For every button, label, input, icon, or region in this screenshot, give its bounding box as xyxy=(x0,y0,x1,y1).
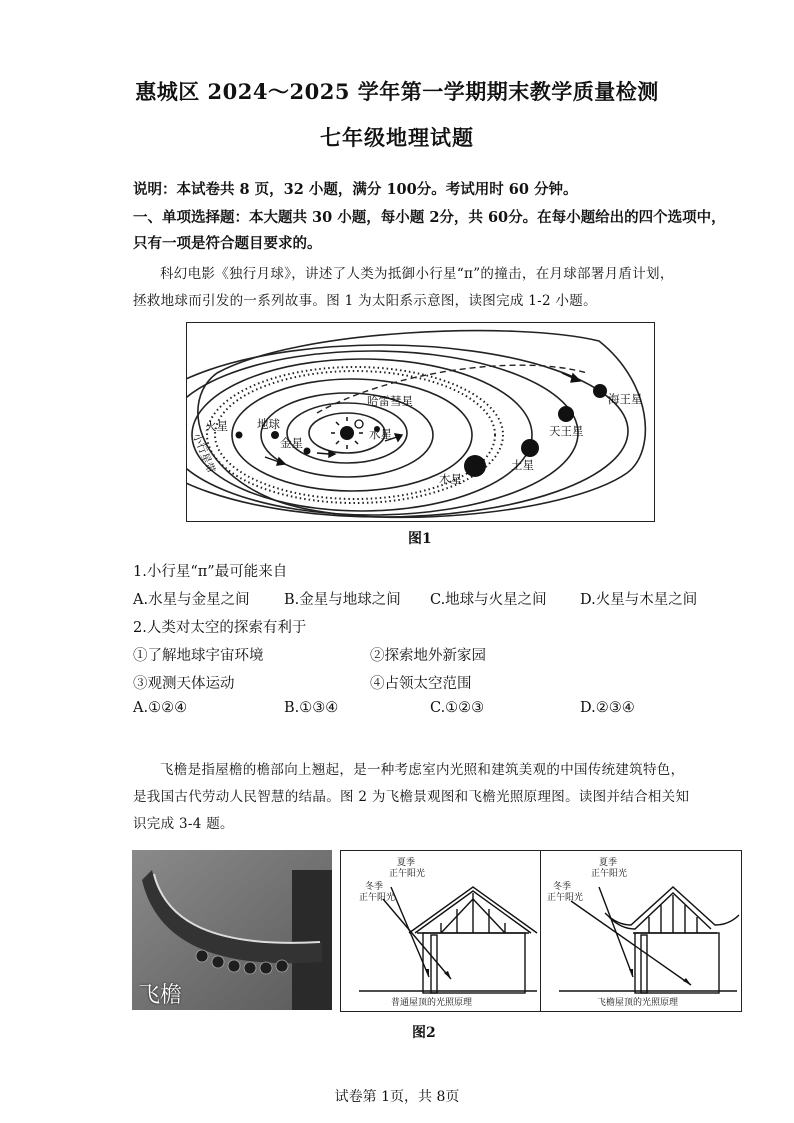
section-heading-line2: 只有一项是符合题目要求的。 xyxy=(133,235,322,252)
exam-note: 说明：本试卷共 8 页，32 小题，满分 100分。考试用时 60 分钟。 xyxy=(133,181,578,198)
summer-label-b: 夏季 xyxy=(599,858,618,868)
q1-option-c: C.地球与火星之间 xyxy=(430,592,547,608)
mars-planet xyxy=(236,432,243,439)
photo-label: 飞檐 xyxy=(138,983,183,1008)
label-uranus: 天王星 xyxy=(549,424,584,438)
label-jupiter: 木星 xyxy=(439,472,462,486)
q2-stem: 2.人类对太空的探索有利于 xyxy=(133,620,307,636)
q2-item-2: ②探索地外新家园 xyxy=(370,648,486,664)
label-comet: 哈雷彗星 xyxy=(367,394,413,408)
winter-label-a: 冬季 xyxy=(365,882,384,892)
q2-item-3: ③观测天体运动 xyxy=(133,676,235,692)
label-saturn: 土星 xyxy=(511,458,534,472)
summer-sun-label-a: 正午阳光 xyxy=(389,869,426,879)
section-heading-line1: 一、单项选择题：本大题共 30 小题，每小题 2分，共 60分。在每小题给出的四个选项中， xyxy=(133,209,726,226)
figure1-caption: 图1 xyxy=(408,531,432,547)
ordinary-roof-diagram xyxy=(340,850,542,1012)
orbit-jupiter xyxy=(192,359,532,511)
winter-sun-label-a: 正午阳光 xyxy=(359,893,396,903)
q2-option-a: A.①②④ xyxy=(133,700,188,716)
venus-planet xyxy=(304,448,311,455)
flying-eaves-roof-diagram xyxy=(540,850,742,1012)
passage2-line2: 是我国古代劳动人民智慧的结晶。图 2 为飞檐景观图和飞檐光照原理图。读图并结合相关知 xyxy=(133,789,690,805)
comet-icon xyxy=(355,420,363,428)
passage1-line1: 科幻电影《独行月球》，讲述了人类为抵御小行星“π”的撞击，在月球部署月盾计划， xyxy=(160,266,674,282)
q2-option-c: C.①②③ xyxy=(430,700,485,716)
flying-eaves-photo xyxy=(132,850,332,1010)
neptune-planet xyxy=(593,384,607,398)
q1-stem: 1.小行星“π”最可能来自 xyxy=(133,564,288,580)
panel-a-caption: 普通屋顶的光照原理 xyxy=(391,998,473,1008)
exam-subtitle: 七年级地理试题 xyxy=(320,125,474,150)
q1-option-a: A.水星与金星之间 xyxy=(133,592,250,608)
q1-option-b: B.金星与地球之间 xyxy=(284,592,401,608)
label-mars: 火星 xyxy=(205,419,228,433)
label-mercury: 水星 xyxy=(369,427,392,441)
passage2-line3: 识完成 3-4 题。 xyxy=(133,816,234,832)
exam-title: 惠城区 2024～2025 学年第一学期期末教学质量检测 xyxy=(135,79,659,104)
label-asteroid-belt: 小行星带 xyxy=(190,431,218,476)
q2-option-d: D.②③④ xyxy=(580,700,635,716)
winter-label-b: 冬季 xyxy=(553,882,572,892)
passage1-line2: 拯救地球而引发的一系列故事。图 1 为太阳系示意图，读图完成 1-2 小题。 xyxy=(133,293,597,309)
passage2-line1: 飞檐是指屋檐的檐部向上翘起，是一种考虑室内光照和建筑美观的中国传统建筑特色， xyxy=(160,762,685,778)
q2-item-1: ①了解地球宇宙环境 xyxy=(133,648,264,664)
saturn-planet xyxy=(521,439,539,457)
jupiter-planet xyxy=(464,455,486,477)
summer-sun-label-b: 正午阳光 xyxy=(591,869,628,879)
winter-sun-label-b: 正午阳光 xyxy=(547,893,584,903)
figure2-caption: 图2 xyxy=(412,1025,436,1041)
flying-eaves-roof-svg xyxy=(541,851,741,1011)
q2-item-4: ④占领太空范围 xyxy=(370,676,472,692)
uranus-planet xyxy=(558,406,574,422)
q1-option-d: D.火星与木星之间 xyxy=(580,592,698,608)
q2-option-b: B.①③④ xyxy=(284,700,339,716)
ordinary-roof-svg xyxy=(341,851,541,1011)
panel-b-caption: 飞檐屋顶的光照原理 xyxy=(597,998,679,1008)
earth-planet xyxy=(271,431,279,439)
summer-label-a: 夏季 xyxy=(397,858,416,868)
label-earth: 地球 xyxy=(257,417,280,431)
page-footer: 试卷第 1页，共 8页 xyxy=(334,1089,460,1105)
label-neptune: 海王星 xyxy=(608,392,643,406)
figure1-solar-system xyxy=(186,322,655,522)
solar-system-svg xyxy=(187,323,654,521)
label-venus: 金星 xyxy=(280,436,303,450)
